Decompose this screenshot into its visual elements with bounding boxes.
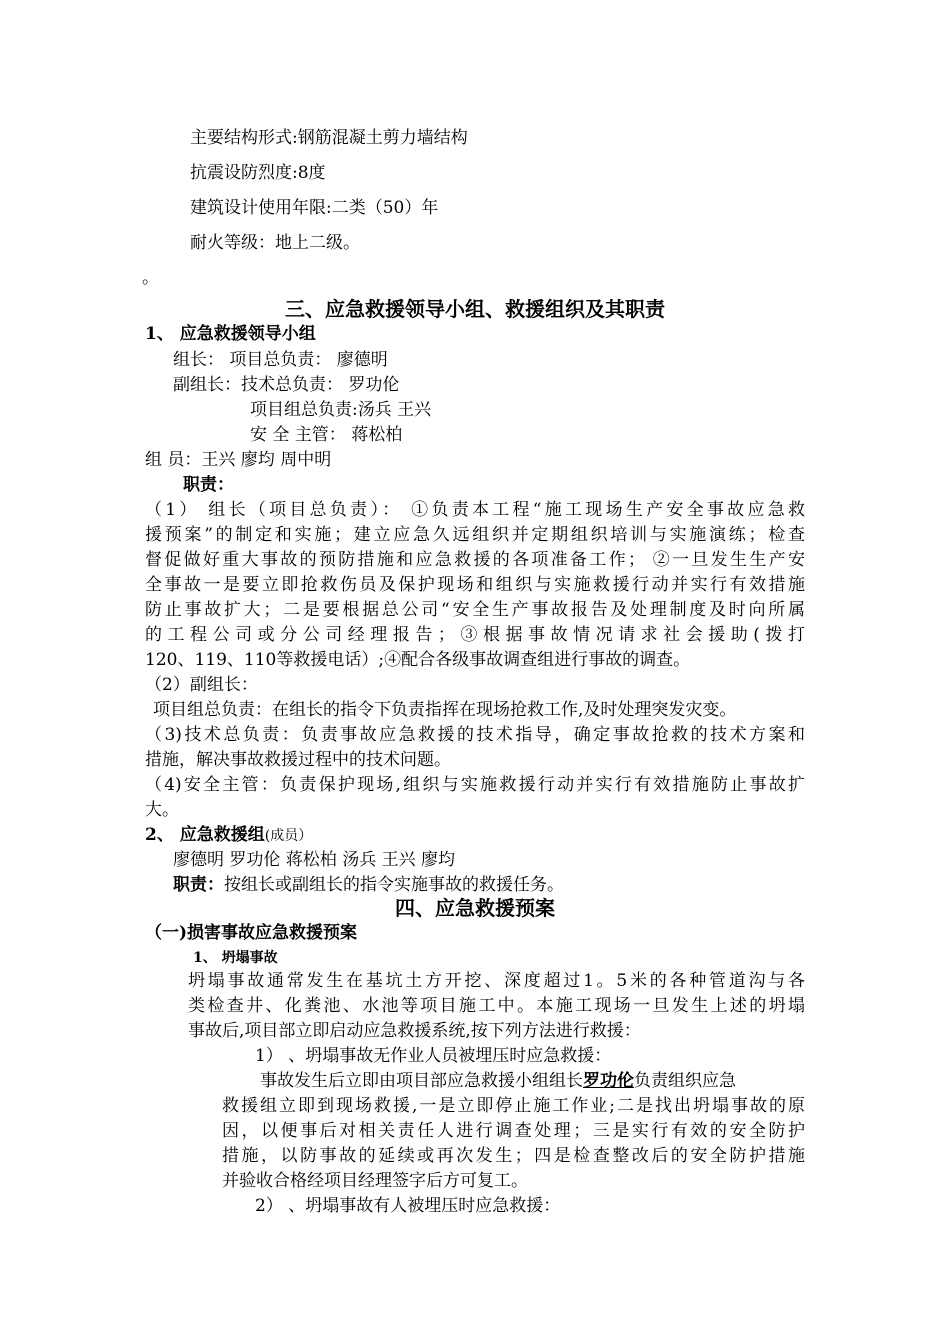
rescue-team-title: 2、 应急救援组 [145, 825, 265, 845]
members-line: 组 员：王兴 廖均 周中明 [145, 450, 332, 470]
case-1-post: 负责组织应急 [634, 1071, 736, 1091]
case-2-heading: 2） 、坍塌事故有人被埋压时应急救援： [255, 1196, 561, 1216]
rescue-team-duty [173, 873, 564, 897]
safety-duty-line-1: （4)安全主管：负责保护现场,组织与实施救援行动并实行有效措施防止事故扩 [145, 775, 805, 795]
case-1-line-2: 救援组立即到现场救援,一是立即停止施工作业;二是找出坍塌事故的原 [222, 1096, 805, 1116]
tech-duty-line-1: （3)技术总负责：负责事故应急救援的技术指导，确定事故抢救的技术方案和 [145, 725, 805, 745]
deputy-duty-title: （2）副组长： [145, 675, 258, 695]
duty-leader-line-2: 援预案”的制定和实施；建立应急久远组织并定期组织培训与实施演练；检查 [145, 525, 805, 545]
duties-label: 职责： [183, 475, 234, 495]
damage-plan-subheading: （一)损害事故应急救援预案 [145, 923, 358, 943]
tech-duty-line-2: 措施，解决事故救援过程中的技术问题。 [145, 750, 451, 770]
subsection-rescue-team [145, 823, 312, 848]
subsection-leadership-group: 1、 应急救援领导小组 [145, 324, 316, 344]
duty-leader-line-7: 120、119、110等救援电话）;④配合各级事故调查组进行事故的调查。 [145, 650, 691, 670]
rescue-team-note: (成员） [264, 828, 313, 844]
seismic-line: 抗震设防烈度:8度 [190, 163, 326, 183]
structure-form-line: 主要结构形式:钢筋混凝土剪力墙结构 [190, 128, 468, 148]
fire-rating-line: 耐火等级：地上二级。 [190, 233, 360, 253]
safety-supervisor-line: 安 全 主管： 蒋松柏 [250, 425, 403, 445]
collapse-intro-line-2: 类检查井、化粪池、水池等项目施工中。本施工现场一旦发生上述的坍塌 [188, 996, 805, 1016]
section-4-heading: 四、应急救援预案 [395, 896, 555, 920]
safety-duty-line-2: 大。 [145, 800, 179, 820]
case-1-line-3: 因，以便事后对相关责任人进行调查处理；三是实行有效的安全防护 [222, 1121, 805, 1141]
case-1-heading: 1） 、坍塌事故无作业人员被埋压时应急救援： [255, 1046, 612, 1066]
duty-leader-line-6: 的工程公司或分公司经理报告；③根据事故情况请求社会援助(拨打 [145, 625, 805, 645]
case-1-line-5: 并验收合格经项目经理签字后方可复工。 [222, 1171, 528, 1191]
case-1-line-4: 措施，以防事故的延续或再次发生；四是检查整改后的安全防护措施 [222, 1146, 805, 1166]
duty-leader-line-1: （1） 组长（项目总负责）： ①负责本工程“施工现场生产安全事故应急救 [145, 500, 805, 520]
duty-leader-line-3: 督促做好重大事故的预防措施和应急救援的各项准备工作； ②一旦发生生产安 [145, 550, 805, 570]
duty-leader-line-4: 全事故一是要立即抢救伤员及保护现场和组织与实施救援行动并实行有效措施 [145, 575, 805, 595]
section-3-heading: 三、应急救援领导小组、救援组织及其职责 [285, 297, 665, 321]
collapse-intro-line-1: 坍塌事故通常发生在基坑土方开挖、深度超过1。5米的各种管道沟与各 [188, 971, 805, 991]
design-life-line: 建筑设计使用年限:二类（50）年 [190, 198, 439, 218]
stray-period: 。 [142, 268, 159, 288]
responsible-person-name: 罗功伦 [583, 1071, 634, 1091]
leader-line: 组长： 项目总负责： 廖德明 [173, 350, 388, 370]
deputy-tech-line: 副组长：技术总负责： 罗功伦 [173, 375, 400, 395]
duty-leader-line-5: 防止事故扩大；二是要根据总公司“安全生产事故报告及处理制度及时向所属 [145, 600, 805, 620]
rescue-team-duty-text: 按组长或副组长的指令实施事故的救援任务。 [224, 875, 564, 895]
collapse-accident-heading: 1、 坍塌事故 [193, 950, 278, 966]
deputy-duty-line: 项目组总负责：在组长的指令下负责指挥在现场抢救工作,及时处理突发灾变。 [153, 700, 737, 720]
deputy-project-line: 项目组总负责:汤兵 王兴 [250, 400, 432, 420]
case-1-pre: 事故发生后立即由项目部应急救援小组组长 [260, 1071, 583, 1091]
rescue-team-duty-label: 职责： [173, 875, 224, 895]
collapse-intro-line-3: 事故后,项目部立即启动应急救援系统,按下列方法进行救援： [188, 1021, 641, 1041]
rescue-team-members: 廖德明 罗功伦 蒋松柏 汤兵 王兴 廖均 [173, 850, 456, 870]
case-1-line-1 [260, 1069, 736, 1093]
